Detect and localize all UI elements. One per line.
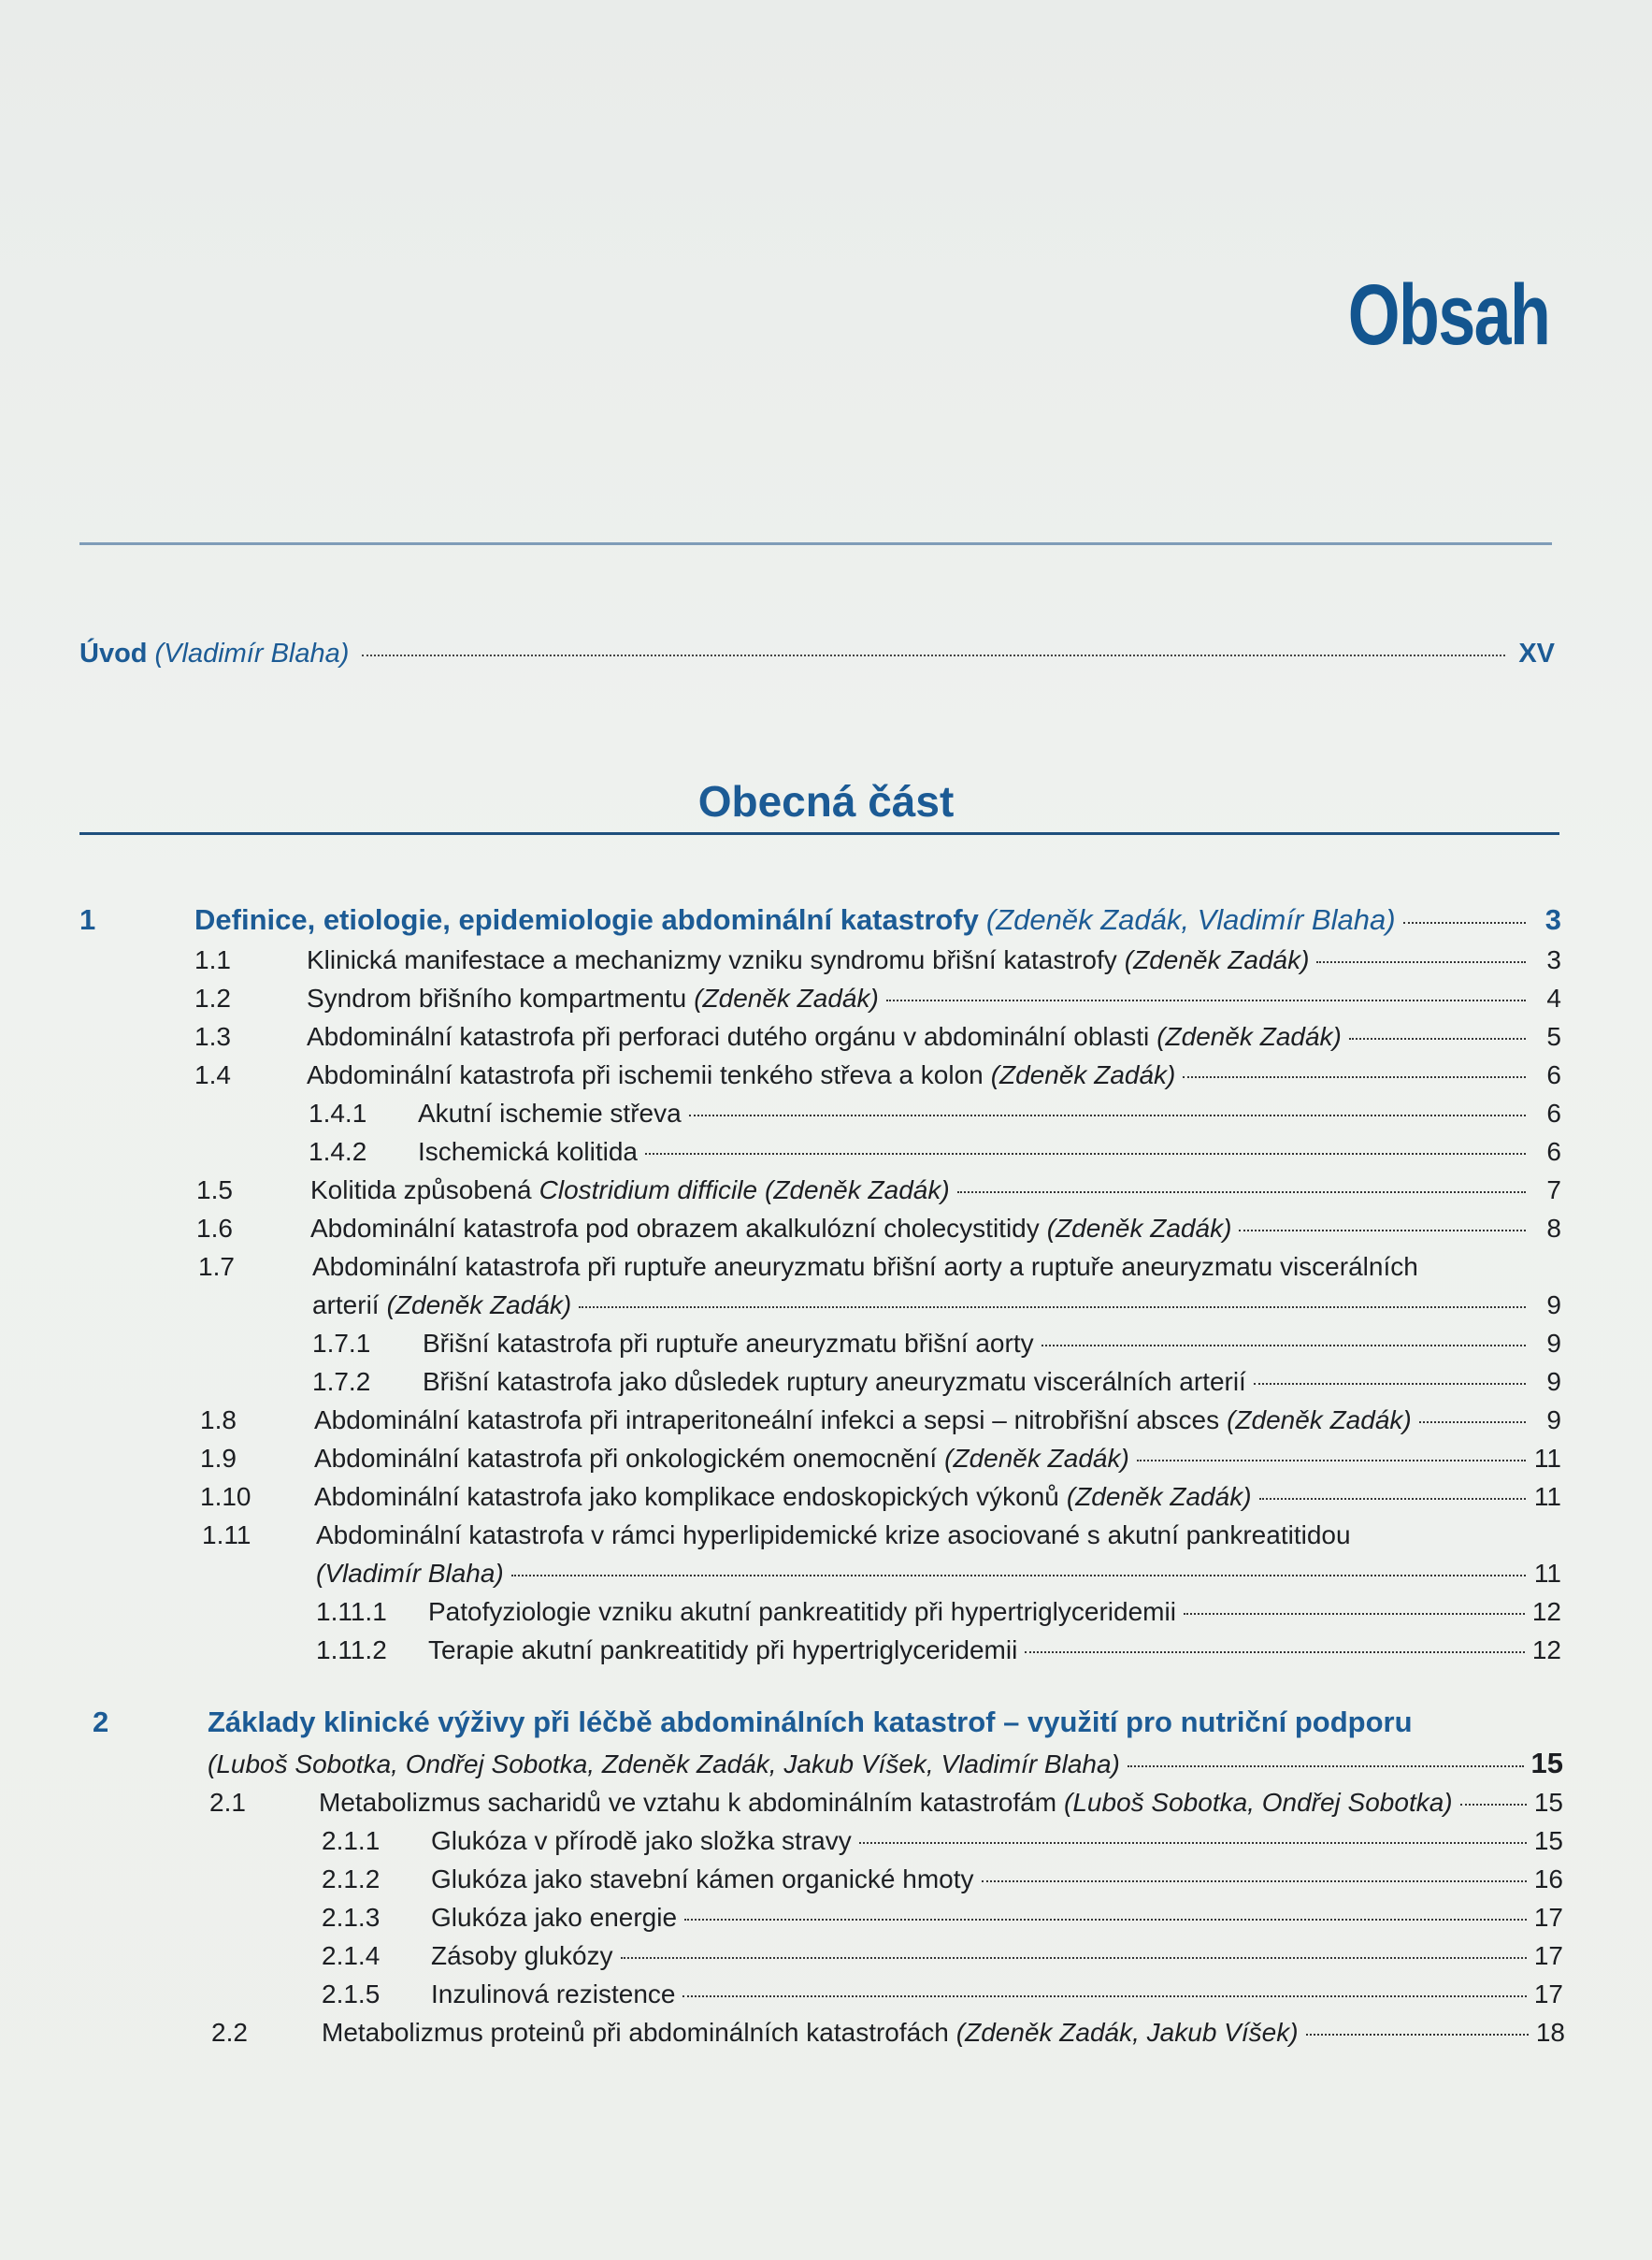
dot-leader — [645, 1153, 1526, 1155]
dot-leader — [1184, 1613, 1525, 1615]
entry-number: 1.7 — [198, 1252, 235, 1281]
entry-author: (Zdeněk Zadák) — [386, 1290, 572, 1319]
entry-title: Břišní katastrofa při ruptuře aneuryzmatu břišní aorty — [423, 1329, 1034, 1358]
entry-title: Zásoby glukózy — [431, 1941, 613, 1970]
entry-title: arterií — [312, 1290, 380, 1319]
chapter-page: 3 — [1544, 903, 1561, 936]
entry-title: Abdominální katastrofa při perforaci dutého orgánu v abdominální oblasti — [307, 1022, 1150, 1051]
chapter-number: 2 — [93, 1706, 109, 1738]
entry-title: Akutní ischemie střeva — [418, 1099, 682, 1128]
dot-leader — [684, 1919, 1527, 1921]
entry-page: 11 — [1533, 1482, 1561, 1511]
dot-leader — [1403, 922, 1526, 924]
entry-title: Abdominální katastrofa při ischemii tenkého střeva a kolon — [307, 1060, 984, 1089]
dot-leader — [682, 1995, 1526, 1997]
entry-page: 12 — [1531, 1635, 1561, 1664]
entry-number: 1.5 — [196, 1175, 233, 1204]
entry-author: (Zdeněk Zadák) — [1124, 945, 1310, 974]
dot-leader — [362, 655, 1505, 656]
entry-number: 1.11.2 — [316, 1635, 387, 1664]
entry-title: Abdominální katastrofa v rámci hyperlipidemické krize asociované s akutní pankreatitidou — [316, 1520, 1351, 1549]
entry-author: (Zdeněk Zadák) — [1227, 1405, 1412, 1434]
entry-title: Břišní katastrofa jako důsledek ruptury aneuryzmatu viscerálních arterií — [423, 1367, 1246, 1396]
entry-page: 6 — [1546, 1099, 1561, 1128]
dot-leader — [1254, 1383, 1526, 1385]
entry-title: Glukóza jako energie — [431, 1903, 678, 1932]
dot-leader — [1316, 961, 1526, 963]
entry-number: 1.6 — [196, 1214, 233, 1243]
dot-leader — [1041, 1345, 1526, 1346]
entry-page: 11 — [1533, 1444, 1561, 1473]
entry-number: 2.1.4 — [322, 1941, 381, 1970]
entry-number: 1.4 — [194, 1060, 231, 1089]
entry-number: 1.2 — [194, 984, 231, 1013]
dot-leader — [1183, 1076, 1526, 1078]
entry-author: (Zdeněk Zadák) — [1046, 1214, 1232, 1243]
entry-page: 17 — [1533, 1979, 1563, 2008]
entry-page: 4 — [1546, 984, 1561, 1013]
dot-leader — [1239, 1230, 1526, 1231]
chapter-title: Základy klinické výživy při léčbě abdominálních katastrof – využití pro nutriční podporu — [208, 1706, 1413, 1738]
entry-title: Metabolizmus sacharidů ve vztahu k abdominálním katastrofám — [319, 1788, 1057, 1817]
dot-leader — [1025, 1651, 1525, 1653]
entry-title: Glukóza v přírodě jako složka stravy — [431, 1826, 852, 1855]
entry-title: Inzulinová rezistence — [431, 1979, 676, 2008]
entry-author: (Zdeněk Zadák) — [990, 1060, 1176, 1089]
entry-number: 2.1 — [209, 1788, 246, 1817]
entry-page: 8 — [1546, 1214, 1561, 1243]
entry-page: 9 — [1546, 1290, 1561, 1319]
entry-page: 11 — [1533, 1559, 1561, 1588]
entry-number: 1.10 — [200, 1482, 251, 1511]
entry-title: Syndrom břišního kompartmentu — [307, 984, 687, 1013]
entry-number: 2.1.1 — [322, 1826, 381, 1855]
entry-title: Klinická manifestace a mechanizmy vzniku syndromu břišní katastrofy — [307, 945, 1117, 974]
dot-leader — [511, 1575, 1526, 1576]
dot-leader — [1128, 1765, 1524, 1767]
entry-title: Abdominální katastrofa pod obrazem akalkulózní cholecystitidy — [310, 1214, 1040, 1243]
section-divider — [79, 832, 1559, 835]
entry-title: Abdominální katastrofa při intraperitoneální infekci a sepsi – nitrobřišní absces — [314, 1405, 1220, 1434]
entry-number: 2.1.3 — [322, 1903, 381, 1932]
intro-author: (Vladimír Blaha) — [154, 639, 350, 669]
entry-page: 9 — [1546, 1405, 1561, 1434]
entry-page: 17 — [1533, 1941, 1563, 1970]
entry-number: 2.1.5 — [322, 1979, 381, 2008]
entry-page: 6 — [1546, 1060, 1561, 1089]
dot-leader — [579, 1306, 1526, 1308]
toc-intro-entry — [79, 639, 1555, 669]
entry-number: 1.11 — [202, 1520, 251, 1549]
entry-title-italic: Clostridium difficile — [539, 1175, 758, 1204]
entry-page: 15 — [1533, 1788, 1563, 1817]
entry-page: 7 — [1546, 1175, 1561, 1204]
entry-author: (Zdeněk Zadák) — [765, 1175, 950, 1204]
entry-number: 1.8 — [200, 1405, 237, 1434]
dot-leader — [859, 1842, 1527, 1844]
intro-page: XV — [1518, 639, 1555, 669]
intro-label: Úvod — [79, 639, 148, 669]
entry-title: Ischemická kolitida — [418, 1137, 638, 1166]
entry-author: (Zdeněk Zadák) — [1156, 1022, 1342, 1051]
dot-leader — [621, 1957, 1527, 1959]
chapter-title: Definice, etiologie, epidemiologie abdominální katastrofy — [194, 903, 979, 936]
entry-page: 9 — [1546, 1329, 1561, 1358]
entry-title: Abdominální katastrofa při onkologickém onemocnění — [314, 1444, 938, 1473]
entry-title: Terapie akutní pankreatitidy při hypertriglyceridemii — [428, 1635, 1018, 1664]
entry-number: 1.7.2 — [312, 1367, 371, 1396]
chapter-number: 1 — [79, 903, 96, 936]
dot-leader — [982, 1880, 1527, 1882]
chapter-author: (Zdeněk Zadák, Vladimír Blaha) — [985, 903, 1396, 936]
entry-title: Abdominální katastrofa jako komplikace endoskopických výkonů — [314, 1482, 1059, 1511]
entry-title: Glukóza jako stavební kámen organické hmoty — [431, 1864, 974, 1893]
entry-page: 17 — [1533, 1903, 1563, 1932]
entry-page: 15 — [1533, 1826, 1563, 1855]
entry-number: 1.3 — [194, 1022, 231, 1051]
entry-page: 18 — [1535, 2018, 1565, 2047]
dot-leader — [957, 1191, 1526, 1193]
dot-leader — [886, 1000, 1526, 1001]
chapter-author: (Luboš Sobotka, Ondřej Sobotka, Zdeněk Zadák, Jakub Víšek, Vladimír Blaha) — [208, 1749, 1120, 1778]
dot-leader — [1259, 1498, 1526, 1500]
entry-page: 3 — [1546, 945, 1561, 974]
entry-page: 6 — [1546, 1137, 1561, 1166]
entry-number: 1.9 — [200, 1444, 237, 1473]
chapter-page: 15 — [1530, 1747, 1563, 1779]
dot-leader — [1349, 1038, 1526, 1040]
entry-title: Patofyziologie vzniku akutní pankreatitidy při hypertriglyceridemii — [428, 1597, 1176, 1626]
entry-page: 12 — [1531, 1597, 1561, 1626]
entry-author: (Zdeněk Zadák, Jakub Víšek) — [955, 2018, 1299, 2047]
entry-title: Kolitida způsobená — [310, 1175, 532, 1204]
entry-author: (Zdeněk Zadák) — [944, 1444, 1129, 1473]
entry-number: 2.1.2 — [322, 1864, 381, 1893]
dot-leader — [689, 1115, 1526, 1116]
entry-page: 9 — [1546, 1367, 1561, 1396]
entry-number: 1.7.1 — [312, 1329, 371, 1358]
entry-title: Metabolizmus proteinů při abdominálních katastrofách — [322, 2018, 949, 2047]
entry-page: 16 — [1533, 1864, 1563, 1893]
entry-number: 1.1 — [194, 945, 231, 974]
entry-number: 1.11.1 — [316, 1597, 387, 1626]
divider — [79, 542, 1552, 545]
entry-page: 5 — [1546, 1022, 1561, 1051]
dot-leader — [1460, 1804, 1527, 1806]
page-heading: Obsah — [1347, 267, 1549, 363]
entry-author: (Zdeněk Zadák) — [694, 984, 879, 1013]
entry-author: (Luboš Sobotka, Ondřej Sobotka) — [1064, 1788, 1453, 1817]
entry-number: 1.4.1 — [309, 1099, 367, 1128]
entry-author: (Zdeněk Zadák) — [1066, 1482, 1252, 1511]
entry-title: Abdominální katastrofa při ruptuře aneuryzmatu břišní aorty a ruptuře aneuryzmatu viscerálních — [312, 1252, 1418, 1281]
dot-leader — [1306, 2034, 1529, 2036]
entry-author: (Vladimír Blaha) — [316, 1559, 504, 1588]
dot-leader — [1419, 1421, 1526, 1423]
entry-number: 2.2 — [211, 2018, 248, 2047]
section-title: Obecná část — [697, 777, 955, 826]
entry-number: 1.4.2 — [309, 1137, 367, 1166]
dot-leader — [1137, 1460, 1526, 1461]
